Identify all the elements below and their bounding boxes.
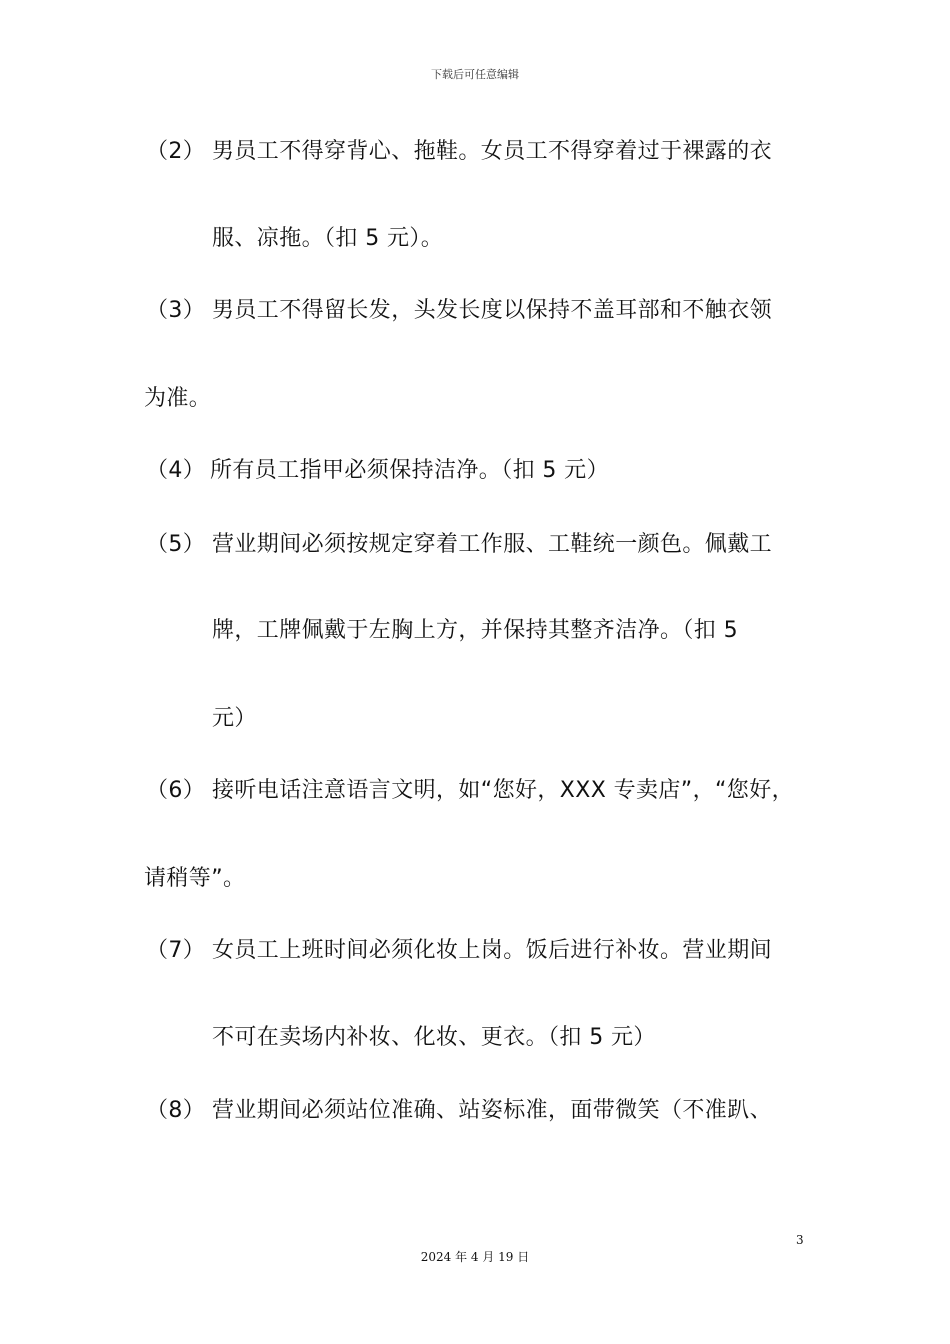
- item-continuation: 服、凉拖。（扣 5 元）。: [212, 226, 444, 251]
- footer-date: 2024 年 4 月 19 日: [420, 1250, 530, 1264]
- item-continuation: 不可在卖场内补妆、化妆、更衣。（扣 5 元）: [212, 1025, 656, 1050]
- item-text: 男员工不得留长发，头发长度以保持不盖耳部和不触衣领: [212, 298, 773, 323]
- item-number: （4）: [146, 458, 206, 483]
- item-text: 营业期间必须按规定穿着工作服、工鞋统一颜色。佩戴工: [212, 532, 773, 557]
- list-item: [146, 936, 772, 966]
- item-text: 男员工不得穿背心、拖鞋。女员工不得穿着过于裸露的衣: [212, 139, 773, 164]
- list-item: [146, 456, 609, 486]
- list-item: [146, 137, 772, 167]
- list-item: [146, 1096, 772, 1126]
- item-text: 营业期间必须站位准确、站姿标准，面带微笑（不准趴、: [212, 1098, 773, 1123]
- item-text: 所有员工指甲必须保持洁净。（扣 5 元）: [210, 458, 609, 483]
- list-item: [146, 776, 794, 806]
- item-number: （7）: [146, 938, 206, 963]
- item-text: 接听电话注意语言文明，如“您好，XXX 专卖店”，“您好，: [212, 778, 795, 803]
- item-number: （2）: [146, 139, 206, 164]
- item-number: （5）: [146, 532, 206, 557]
- page-number: 3: [796, 1233, 804, 1247]
- item-number: （3）: [146, 298, 206, 323]
- item-number: （8）: [146, 1098, 206, 1123]
- item-number: （6）: [146, 778, 206, 803]
- item-text: 女员工上班时间必须化妆上岗。饭后进行补妆。营业期间: [212, 938, 773, 963]
- item-continuation: 牌，工牌佩戴于左胸上方，并保持其整齐洁净。（扣 5: [212, 618, 738, 643]
- item-continuation: 元）: [212, 706, 257, 731]
- header-note: 下载后可任意编辑: [431, 68, 519, 81]
- item-continuation: 请稍等”。: [144, 866, 246, 891]
- item-continuation: 为准。: [144, 386, 212, 411]
- list-item: [146, 530, 772, 560]
- list-item: [146, 296, 772, 326]
